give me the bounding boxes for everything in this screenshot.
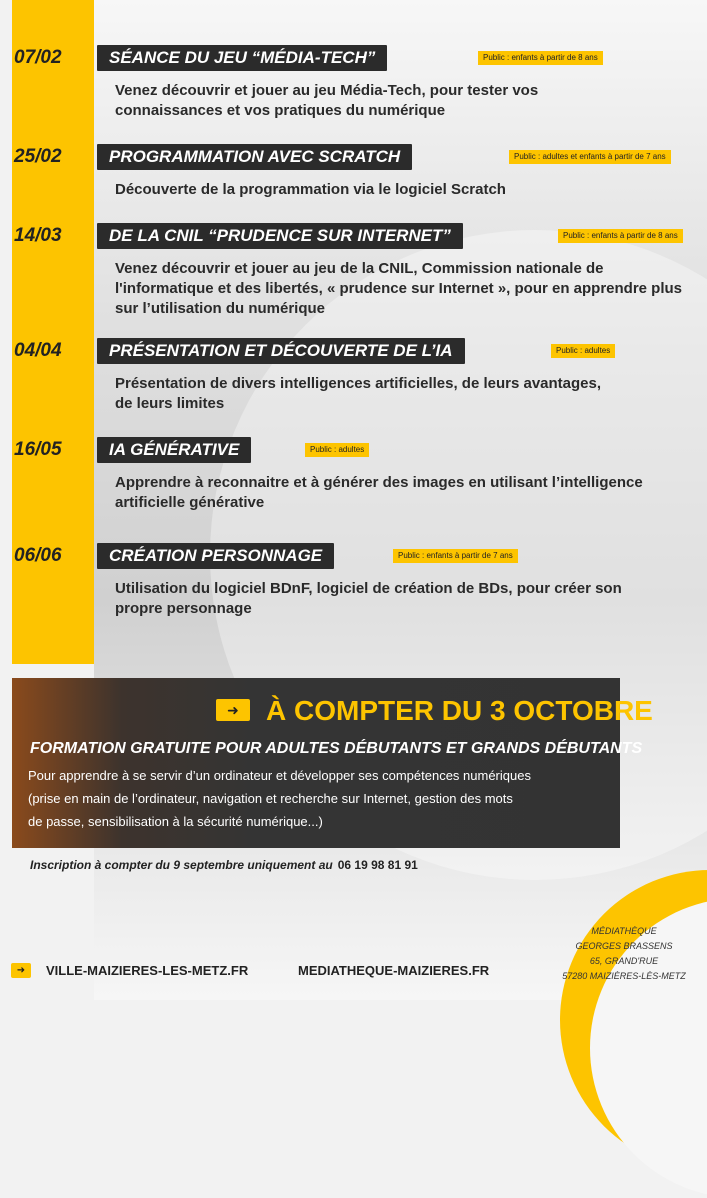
event-description: Utilisation du logiciel BDnF, logiciel de création de BDs, pour créer son propre personnage (115, 580, 622, 617)
event-date: 07/02 (14, 47, 62, 68)
event-date: 04/04 (14, 340, 62, 361)
event-title: DE LA CNIL “PRUDENCE SUR INTERNET” (97, 223, 463, 249)
event-audience-badge: Public : adultes et enfants à partir de 7 ans (509, 150, 671, 164)
arrow-right-icon: ➜ (11, 963, 31, 978)
arrow-right-icon: ➜ (216, 699, 250, 721)
event-date: 14/03 (14, 225, 62, 246)
event-description: Venez découvrir et jouer au jeu Média-Tech, pour tester vos connaissances et vos pratiques du numérique (115, 82, 539, 119)
city-website-link[interactable]: VILLE-MAIZIERES-LES-METZ.FR (46, 963, 249, 978)
event-title: CRÉATION PERSONNAGE (97, 543, 334, 569)
event-title: PROGRAMMATION AVEC SCRATCH (97, 144, 412, 170)
banner-subtitle: FORMATION GRATUITE POUR ADULTES DÉBUTANTS ET GRANDS DÉBUTANTS (30, 740, 643, 757)
event-date: 25/02 (14, 146, 62, 167)
library-website-link[interactable]: MEDIATHEQUE-MAIZIERES.FR (298, 963, 490, 978)
banner-headline: À COMPTER DU 3 OCTOBRE (266, 695, 653, 726)
inscription-text: Inscription à compter du 9 septembre uniquement au (30, 858, 333, 872)
banner-line: Pour apprendre à se servir d’un ordinateur et développer ses compétences numériques (28, 768, 531, 783)
event-audience-badge: Public : enfants à partir de 8 ans (478, 51, 603, 65)
event-date: 16/05 (14, 439, 62, 460)
event-description: Présentation de divers intelligences artificielles, de leurs avantages, de leurs limites (115, 375, 602, 412)
event-audience-badge: Public : enfants à partir de 8 ans (558, 229, 683, 243)
banner-description (28, 764, 608, 833)
banner-line: de passe, sensibilisation à la sécurité numérique...) (28, 814, 323, 829)
event-audience-badge: Public : adultes (551, 344, 615, 358)
phone-number[interactable]: 06 19 98 81 91 (337, 858, 418, 872)
inscription-note (30, 856, 418, 874)
event-audience-badge: Public : adultes (305, 443, 369, 457)
event-date: 06/06 (14, 545, 62, 566)
banner-line: (prise en main de l’ordinateur, navigation et recherche sur Internet, gestion des mots (28, 791, 513, 806)
event-description: Découverte de la programmation via le logiciel Scratch (115, 181, 506, 198)
event-title: IA GÉNÉRATIVE (97, 437, 251, 463)
event-description: Apprendre à reconnaitre et à générer des images en utilisant l’intelligence artificielle générative (115, 474, 643, 511)
event-title: PRÉSENTATION ET DÉCOUVERTE DE L’IA (97, 338, 465, 364)
library-address: MÉDIATHÈQUE GEORGES BRASSENS 65, GRAND'RUE 57280 MAIZIÈRES-LÈS-METZ (562, 926, 686, 981)
event-title: SÉANCE DU JEU “MÉDIA-TECH” (97, 45, 387, 71)
event-audience-badge: Public : enfants à partir de 7 ans (393, 549, 518, 563)
event-description: Venez découvrir et jouer au jeu de la CNIL, Commission nationale de l'informatique et des libertés, « prudence sur Internet », pour en apprendre plus sur l’utilisation du numérique (115, 260, 683, 317)
